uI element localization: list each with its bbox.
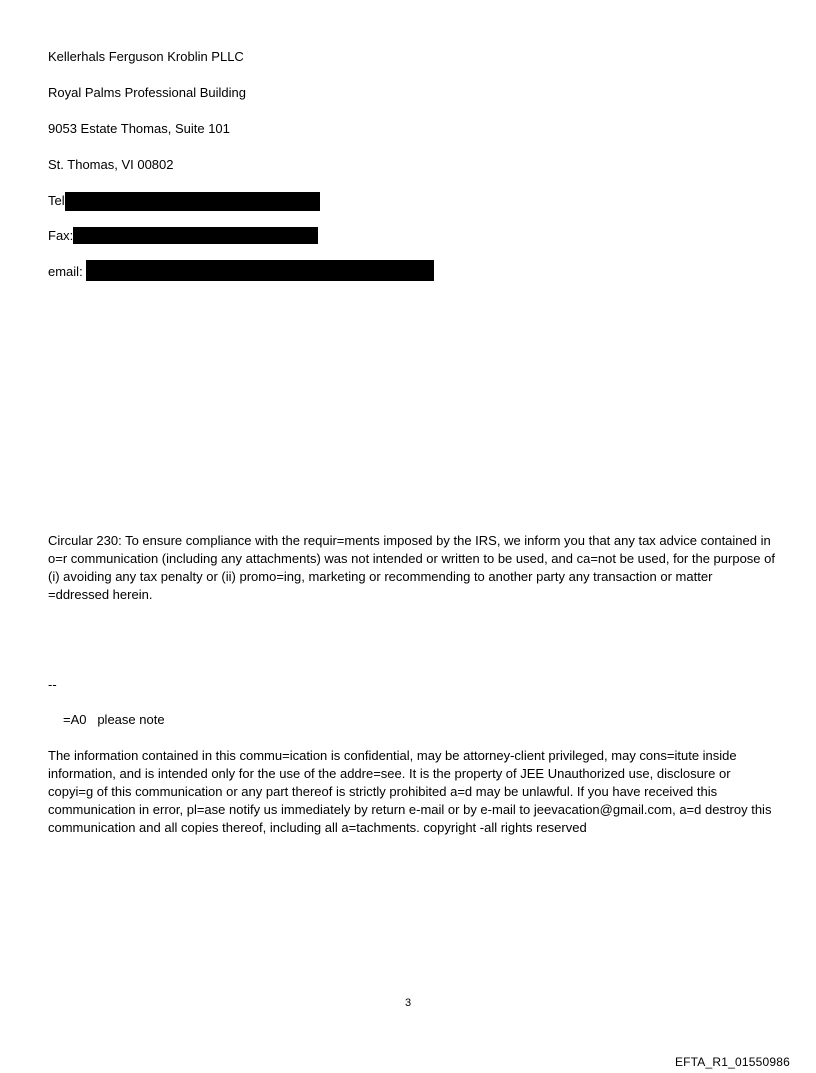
email-label: email: <box>48 264 83 279</box>
tel-redaction <box>65 192 320 211</box>
confidentiality-text: The information contained in this commu=ication is confidential, may be attorney-client privileged, may cons=itute inside information, and is intended only for the use of the addre=see. It is the property of JEE Unauthorized use, disclosure or copyi=g of this communication or any part thereof is strictly prohibited a=d may be unlawful. If you have received this communication in error, pl=ase notify us immediately by return e-mail or by e-mail to jeevacation@gmail.com, a=d destroy this communication and all copies thereof, including all a=tachments. copyright -all rights reserved <box>48 748 772 835</box>
fax-label: Fax: <box>48 228 74 243</box>
firm-name: Kellerhals Ferguson Kroblin PLLC <box>48 49 244 64</box>
street-address: 9053 Estate Thomas, Suite 101 <box>48 121 230 136</box>
email-redaction <box>86 260 434 281</box>
fax-line <box>48 227 73 245</box>
email-line <box>48 263 83 281</box>
building-name: Royal Palms Professional Building <box>48 85 246 100</box>
page-number: 3 <box>404 997 412 1009</box>
document-id: EFTA_R1_01550986 <box>674 1055 790 1069</box>
circular-230-notice <box>48 532 776 604</box>
city-state-zip: St. Thomas, VI 00802 <box>48 157 174 172</box>
fax-redaction <box>73 227 318 244</box>
please-note: =A0 please note <box>63 712 165 727</box>
circular-230-text: Circular 230: To ensure compliance with the requir=ments imposed by the IRS, we inform you that any tax advice contained in o=r communication (including any attachments) was not intended or written to be used, and ca=not be used, for the purpose of (i) avoiding any tax penalty or (ii) promo=ing, marketing or recommending to another party any transaction or matter =ddressed herein. <box>48 533 775 602</box>
confidentiality-notice <box>48 747 776 837</box>
tel-label: Tel <box>48 193 65 208</box>
separator: -- <box>48 677 57 692</box>
tel-line <box>48 192 65 210</box>
